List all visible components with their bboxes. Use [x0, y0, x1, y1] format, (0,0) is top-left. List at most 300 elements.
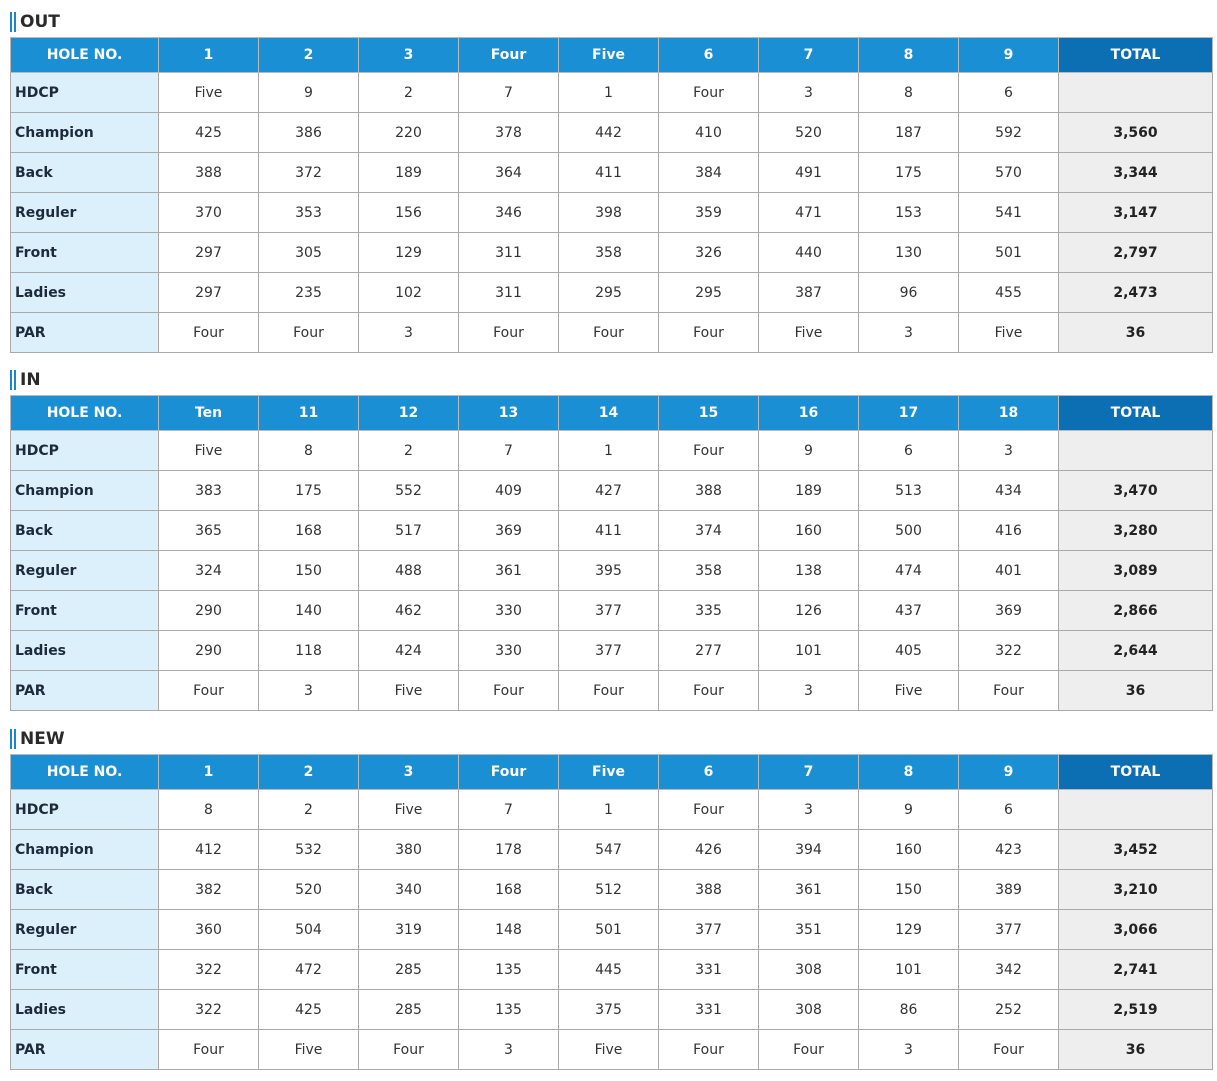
hole-value-cell: 455: [959, 273, 1059, 313]
hole-value-cell: Five: [359, 790, 459, 830]
hole-value-cell: 411: [559, 511, 659, 551]
hole-value-cell: Four: [459, 313, 559, 353]
hole-value-cell: 513: [859, 471, 959, 511]
total-cell: [1059, 790, 1213, 830]
row-label: Front: [11, 591, 159, 631]
hole-number-header: 17: [859, 396, 959, 431]
hole-value-cell: 358: [559, 233, 659, 273]
hole-value-cell: 308: [759, 990, 859, 1030]
total-cell: 3,560: [1059, 113, 1213, 153]
hole-value-cell: 424: [359, 631, 459, 671]
row-label: HDCP: [11, 73, 159, 113]
section-title-text: NEW: [20, 729, 65, 749]
row-label: Back: [11, 153, 159, 193]
hole-value-cell: 361: [759, 870, 859, 910]
hole-value-cell: 96: [859, 273, 959, 313]
section-title-text: OUT: [20, 12, 60, 32]
hole-number-header: 1: [159, 755, 259, 790]
table-row: [11, 471, 1213, 511]
total-cell: 2,741: [1059, 950, 1213, 990]
hole-value-cell: 437: [859, 591, 959, 631]
hole-value-cell: 389: [959, 870, 1059, 910]
hole-value-cell: 140: [259, 591, 359, 631]
hole-number-header: 11: [259, 396, 359, 431]
hole-value-cell: 547: [559, 830, 659, 870]
hole-value-cell: 130: [859, 233, 959, 273]
hole-value-cell: 375: [559, 990, 659, 1030]
row-label: Front: [11, 233, 159, 273]
hole-number-header: 7: [759, 755, 859, 790]
hole-value-cell: 335: [659, 591, 759, 631]
hole-number-header: 7: [759, 38, 859, 73]
hole-value-cell: 160: [859, 830, 959, 870]
hole-number-header: 2: [259, 38, 359, 73]
hole-value-cell: 340: [359, 870, 459, 910]
hole-value-cell: 2: [359, 431, 459, 471]
hole-value-cell: 370: [159, 193, 259, 233]
hole-value-cell: 351: [759, 910, 859, 950]
row-label: Champion: [11, 471, 159, 511]
section-title-text: IN: [20, 370, 41, 390]
hole-value-cell: 150: [859, 870, 959, 910]
row-label: Champion: [11, 830, 159, 870]
hole-value-cell: 86: [859, 990, 959, 1030]
hole-value-cell: 383: [159, 471, 259, 511]
hole-value-cell: 1: [559, 73, 659, 113]
hole-value-cell: 3: [259, 671, 359, 711]
hole-value-cell: 101: [859, 950, 959, 990]
hole-value-cell: 380: [359, 830, 459, 870]
table-row: [11, 193, 1213, 233]
hole-value-cell: 135: [459, 990, 559, 1030]
hole-value-cell: 285: [359, 990, 459, 1030]
hole-value-cell: 6: [959, 790, 1059, 830]
row-label: Ladies: [11, 273, 159, 313]
hole-no-header: HOLE NO.: [11, 755, 159, 790]
hole-value-cell: 252: [959, 990, 1059, 1030]
hole-value-cell: 501: [959, 233, 1059, 273]
hole-value-cell: 360: [159, 910, 259, 950]
hole-value-cell: 410: [659, 113, 759, 153]
hole-value-cell: 129: [359, 233, 459, 273]
hole-value-cell: 512: [559, 870, 659, 910]
hole-value-cell: Five: [159, 73, 259, 113]
hole-number-header: 9: [959, 38, 1059, 73]
hole-value-cell: 7: [459, 73, 559, 113]
hole-value-cell: 8: [259, 431, 359, 471]
hole-value-cell: 1: [559, 431, 659, 471]
total-cell: 2,473: [1059, 273, 1213, 313]
hole-value-cell: 3: [759, 73, 859, 113]
hole-value-cell: 8: [159, 790, 259, 830]
hole-value-cell: 520: [759, 113, 859, 153]
title-marker-icon: [10, 370, 16, 390]
total-cell: 3,280: [1059, 511, 1213, 551]
hole-value-cell: 3: [859, 1030, 959, 1070]
table-row: [11, 910, 1213, 950]
hole-number-header: 6: [659, 755, 759, 790]
hole-value-cell: 394: [759, 830, 859, 870]
hole-value-cell: 285: [359, 950, 459, 990]
hole-value-cell: 369: [459, 511, 559, 551]
total-cell: 3,066: [1059, 910, 1213, 950]
hole-value-cell: 346: [459, 193, 559, 233]
row-label: Champion: [11, 113, 159, 153]
hole-value-cell: Five: [959, 313, 1059, 353]
hole-value-cell: 322: [159, 950, 259, 990]
hole-value-cell: 189: [759, 471, 859, 511]
row-label: Reguler: [11, 193, 159, 233]
hole-value-cell: 440: [759, 233, 859, 273]
hole-value-cell: 388: [659, 471, 759, 511]
hole-value-cell: 377: [659, 910, 759, 950]
hole-value-cell: 101: [759, 631, 859, 671]
hole-value-cell: 532: [259, 830, 359, 870]
hole-value-cell: 297: [159, 273, 259, 313]
hole-value-cell: 148: [459, 910, 559, 950]
hole-value-cell: 6: [959, 73, 1059, 113]
table-row: [11, 511, 1213, 551]
section-out: [10, 7, 1212, 353]
header-row: [11, 396, 1213, 431]
hole-number-header: 3: [359, 38, 459, 73]
hole-value-cell: 168: [459, 870, 559, 910]
hole-value-cell: 331: [659, 950, 759, 990]
hole-value-cell: 474: [859, 551, 959, 591]
hole-value-cell: Four: [759, 1030, 859, 1070]
hole-value-cell: 308: [759, 950, 859, 990]
hole-value-cell: 416: [959, 511, 1059, 551]
section-title: [10, 724, 1212, 754]
table-row: [11, 950, 1213, 990]
hole-value-cell: 3: [759, 671, 859, 711]
table-row: [11, 790, 1213, 830]
hole-value-cell: 395: [559, 551, 659, 591]
hole-value-cell: 6: [859, 431, 959, 471]
hole-value-cell: 9: [859, 790, 959, 830]
hole-value-cell: 434: [959, 471, 1059, 511]
hole-value-cell: 220: [359, 113, 459, 153]
row-label: Back: [11, 870, 159, 910]
table-row: [11, 551, 1213, 591]
hole-value-cell: 423: [959, 830, 1059, 870]
hole-value-cell: 427: [559, 471, 659, 511]
table-row: [11, 830, 1213, 870]
hole-value-cell: 2: [259, 790, 359, 830]
hole-value-cell: 425: [159, 113, 259, 153]
row-label: PAR: [11, 1030, 159, 1070]
hole-value-cell: 3: [759, 790, 859, 830]
hole-value-cell: 150: [259, 551, 359, 591]
hole-number-header: Four: [459, 38, 559, 73]
hole-value-cell: 9: [759, 431, 859, 471]
hole-value-cell: Five: [359, 671, 459, 711]
hole-value-cell: 445: [559, 950, 659, 990]
section-new: [10, 724, 1212, 1070]
hole-value-cell: 324: [159, 551, 259, 591]
hole-value-cell: 330: [459, 591, 559, 631]
hole-value-cell: Four: [159, 313, 259, 353]
hole-value-cell: Four: [659, 790, 759, 830]
hole-value-cell: 491: [759, 153, 859, 193]
table-row: [11, 431, 1213, 471]
hole-value-cell: Four: [659, 1030, 759, 1070]
table-row: [11, 591, 1213, 631]
hole-value-cell: 175: [859, 153, 959, 193]
hole-value-cell: 364: [459, 153, 559, 193]
hole-value-cell: 592: [959, 113, 1059, 153]
hole-number-header: 14: [559, 396, 659, 431]
hole-value-cell: 8: [859, 73, 959, 113]
hole-value-cell: 374: [659, 511, 759, 551]
hole-value-cell: 189: [359, 153, 459, 193]
hole-value-cell: 377: [559, 631, 659, 671]
hole-value-cell: 311: [459, 233, 559, 273]
table-row: [11, 631, 1213, 671]
table-row: [11, 671, 1213, 711]
hole-no-header: HOLE NO.: [11, 396, 159, 431]
total-header: TOTAL: [1059, 755, 1213, 790]
hole-value-cell: 411: [559, 153, 659, 193]
hole-value-cell: 517: [359, 511, 459, 551]
hole-value-cell: 322: [959, 631, 1059, 671]
table-row: [11, 153, 1213, 193]
title-marker-icon: [10, 729, 16, 749]
hole-value-cell: Five: [759, 313, 859, 353]
total-header: TOTAL: [1059, 396, 1213, 431]
total-cell: 2,644: [1059, 631, 1213, 671]
hole-value-cell: 471: [759, 193, 859, 233]
hole-value-cell: Five: [559, 1030, 659, 1070]
total-cell: [1059, 73, 1213, 113]
table-row: [11, 73, 1213, 113]
total-cell: 3,147: [1059, 193, 1213, 233]
table-row: [11, 113, 1213, 153]
hole-value-cell: 412: [159, 830, 259, 870]
row-label: Reguler: [11, 910, 159, 950]
table-row: [11, 1030, 1213, 1070]
row-label: PAR: [11, 313, 159, 353]
hole-value-cell: 305: [259, 233, 359, 273]
hole-value-cell: 426: [659, 830, 759, 870]
hole-value-cell: 520: [259, 870, 359, 910]
hole-value-cell: Four: [659, 671, 759, 711]
hole-value-cell: Four: [159, 1030, 259, 1070]
hole-value-cell: 297: [159, 233, 259, 273]
hole-value-cell: 330: [459, 631, 559, 671]
hole-value-cell: 377: [559, 591, 659, 631]
hole-value-cell: 504: [259, 910, 359, 950]
hole-value-cell: 7: [459, 790, 559, 830]
hole-number-header: 15: [659, 396, 759, 431]
hole-value-cell: 405: [859, 631, 959, 671]
hole-value-cell: 388: [659, 870, 759, 910]
total-cell: 36: [1059, 671, 1213, 711]
hole-value-cell: Five: [859, 671, 959, 711]
table-row: [11, 990, 1213, 1030]
hole-value-cell: Four: [659, 431, 759, 471]
hole-value-cell: 342: [959, 950, 1059, 990]
hole-number-header: Four: [459, 755, 559, 790]
total-header: TOTAL: [1059, 38, 1213, 73]
title-marker-icon: [10, 12, 16, 32]
hole-value-cell: 359: [659, 193, 759, 233]
hole-value-cell: 2: [359, 73, 459, 113]
hole-number-header: Five: [559, 755, 659, 790]
hole-value-cell: Four: [459, 671, 559, 711]
hole-value-cell: Four: [259, 313, 359, 353]
hole-value-cell: 488: [359, 551, 459, 591]
hole-value-cell: 319: [359, 910, 459, 950]
table-row: [11, 273, 1213, 313]
hole-value-cell: 409: [459, 471, 559, 511]
hole-value-cell: 178: [459, 830, 559, 870]
scorecard-table: [10, 395, 1213, 711]
row-label: Ladies: [11, 631, 159, 671]
hole-value-cell: Four: [559, 671, 659, 711]
header-row: [11, 755, 1213, 790]
hole-value-cell: 126: [759, 591, 859, 631]
hole-value-cell: 384: [659, 153, 759, 193]
hole-value-cell: 102: [359, 273, 459, 313]
hole-number-header: 12: [359, 396, 459, 431]
hole-value-cell: 386: [259, 113, 359, 153]
hole-value-cell: 3: [859, 313, 959, 353]
total-cell: 3,210: [1059, 870, 1213, 910]
hole-value-cell: 388: [159, 153, 259, 193]
hole-value-cell: 378: [459, 113, 559, 153]
hole-value-cell: 552: [359, 471, 459, 511]
hole-number-header: Five: [559, 38, 659, 73]
hole-value-cell: 290: [159, 631, 259, 671]
hole-value-cell: 187: [859, 113, 959, 153]
hole-value-cell: 235: [259, 273, 359, 313]
hole-number-header: 8: [859, 38, 959, 73]
hole-value-cell: 295: [559, 273, 659, 313]
hole-value-cell: 160: [759, 511, 859, 551]
hole-value-cell: Four: [959, 671, 1059, 711]
hole-value-cell: 472: [259, 950, 359, 990]
hole-value-cell: 365: [159, 511, 259, 551]
total-cell: 2,519: [1059, 990, 1213, 1030]
total-cell: 2,797: [1059, 233, 1213, 273]
hole-value-cell: 9: [259, 73, 359, 113]
hole-value-cell: 129: [859, 910, 959, 950]
total-cell: 36: [1059, 313, 1213, 353]
hole-value-cell: 425: [259, 990, 359, 1030]
row-label: HDCP: [11, 790, 159, 830]
hole-value-cell: 353: [259, 193, 359, 233]
hole-value-cell: 377: [959, 910, 1059, 950]
row-label: PAR: [11, 671, 159, 711]
hole-value-cell: 442: [559, 113, 659, 153]
row-label: HDCP: [11, 431, 159, 471]
hole-value-cell: 372: [259, 153, 359, 193]
hole-value-cell: Four: [159, 671, 259, 711]
row-label: Ladies: [11, 990, 159, 1030]
hole-value-cell: 500: [859, 511, 959, 551]
hole-value-cell: Four: [659, 73, 759, 113]
total-cell: 3,344: [1059, 153, 1213, 193]
hole-value-cell: 290: [159, 591, 259, 631]
hole-number-header: 9: [959, 755, 1059, 790]
hole-value-cell: 118: [259, 631, 359, 671]
hole-value-cell: Four: [659, 313, 759, 353]
hole-value-cell: 570: [959, 153, 1059, 193]
total-cell: 3,470: [1059, 471, 1213, 511]
hole-value-cell: 361: [459, 551, 559, 591]
row-label: Reguler: [11, 551, 159, 591]
hole-value-cell: 326: [659, 233, 759, 273]
hole-value-cell: 138: [759, 551, 859, 591]
total-cell: 2,866: [1059, 591, 1213, 631]
hole-value-cell: 295: [659, 273, 759, 313]
hole-value-cell: 401: [959, 551, 1059, 591]
hole-number-header: 16: [759, 396, 859, 431]
hole-value-cell: Four: [359, 1030, 459, 1070]
hole-number-header: 3: [359, 755, 459, 790]
hole-value-cell: 382: [159, 870, 259, 910]
hole-number-header: 2: [259, 755, 359, 790]
hole-value-cell: Five: [259, 1030, 359, 1070]
hole-value-cell: 331: [659, 990, 759, 1030]
table-row: [11, 233, 1213, 273]
hole-value-cell: 398: [559, 193, 659, 233]
hole-value-cell: 7: [459, 431, 559, 471]
hole-value-cell: 311: [459, 273, 559, 313]
header-row: [11, 38, 1213, 73]
hole-number-header: 1: [159, 38, 259, 73]
hole-value-cell: 322: [159, 990, 259, 1030]
hole-value-cell: 156: [359, 193, 459, 233]
hole-number-header: 6: [659, 38, 759, 73]
hole-number-header: 8: [859, 755, 959, 790]
hole-value-cell: Four: [559, 313, 659, 353]
hole-value-cell: Four: [959, 1030, 1059, 1070]
row-label: Back: [11, 511, 159, 551]
hole-value-cell: 277: [659, 631, 759, 671]
hole-value-cell: 168: [259, 511, 359, 551]
hole-value-cell: 1: [559, 790, 659, 830]
table-row: [11, 870, 1213, 910]
hole-value-cell: 541: [959, 193, 1059, 233]
hole-value-cell: 3: [959, 431, 1059, 471]
total-cell: 3,452: [1059, 830, 1213, 870]
section-title: [10, 7, 1212, 37]
hole-no-header: HOLE NO.: [11, 38, 159, 73]
hole-value-cell: 135: [459, 950, 559, 990]
hole-value-cell: 501: [559, 910, 659, 950]
total-cell: 36: [1059, 1030, 1213, 1070]
hole-number-header: 18: [959, 396, 1059, 431]
hole-number-header: Ten: [159, 396, 259, 431]
hole-value-cell: 3: [459, 1030, 559, 1070]
hole-value-cell: 153: [859, 193, 959, 233]
section-in: [10, 365, 1212, 711]
hole-value-cell: 3: [359, 313, 459, 353]
row-label: Front: [11, 950, 159, 990]
hole-value-cell: 387: [759, 273, 859, 313]
section-title: [10, 365, 1212, 395]
hole-value-cell: 358: [659, 551, 759, 591]
hole-value-cell: 175: [259, 471, 359, 511]
table-row: [11, 313, 1213, 353]
hole-value-cell: 369: [959, 591, 1059, 631]
total-cell: [1059, 431, 1213, 471]
hole-number-header: 13: [459, 396, 559, 431]
hole-value-cell: 462: [359, 591, 459, 631]
scorecard-table: [10, 37, 1213, 353]
